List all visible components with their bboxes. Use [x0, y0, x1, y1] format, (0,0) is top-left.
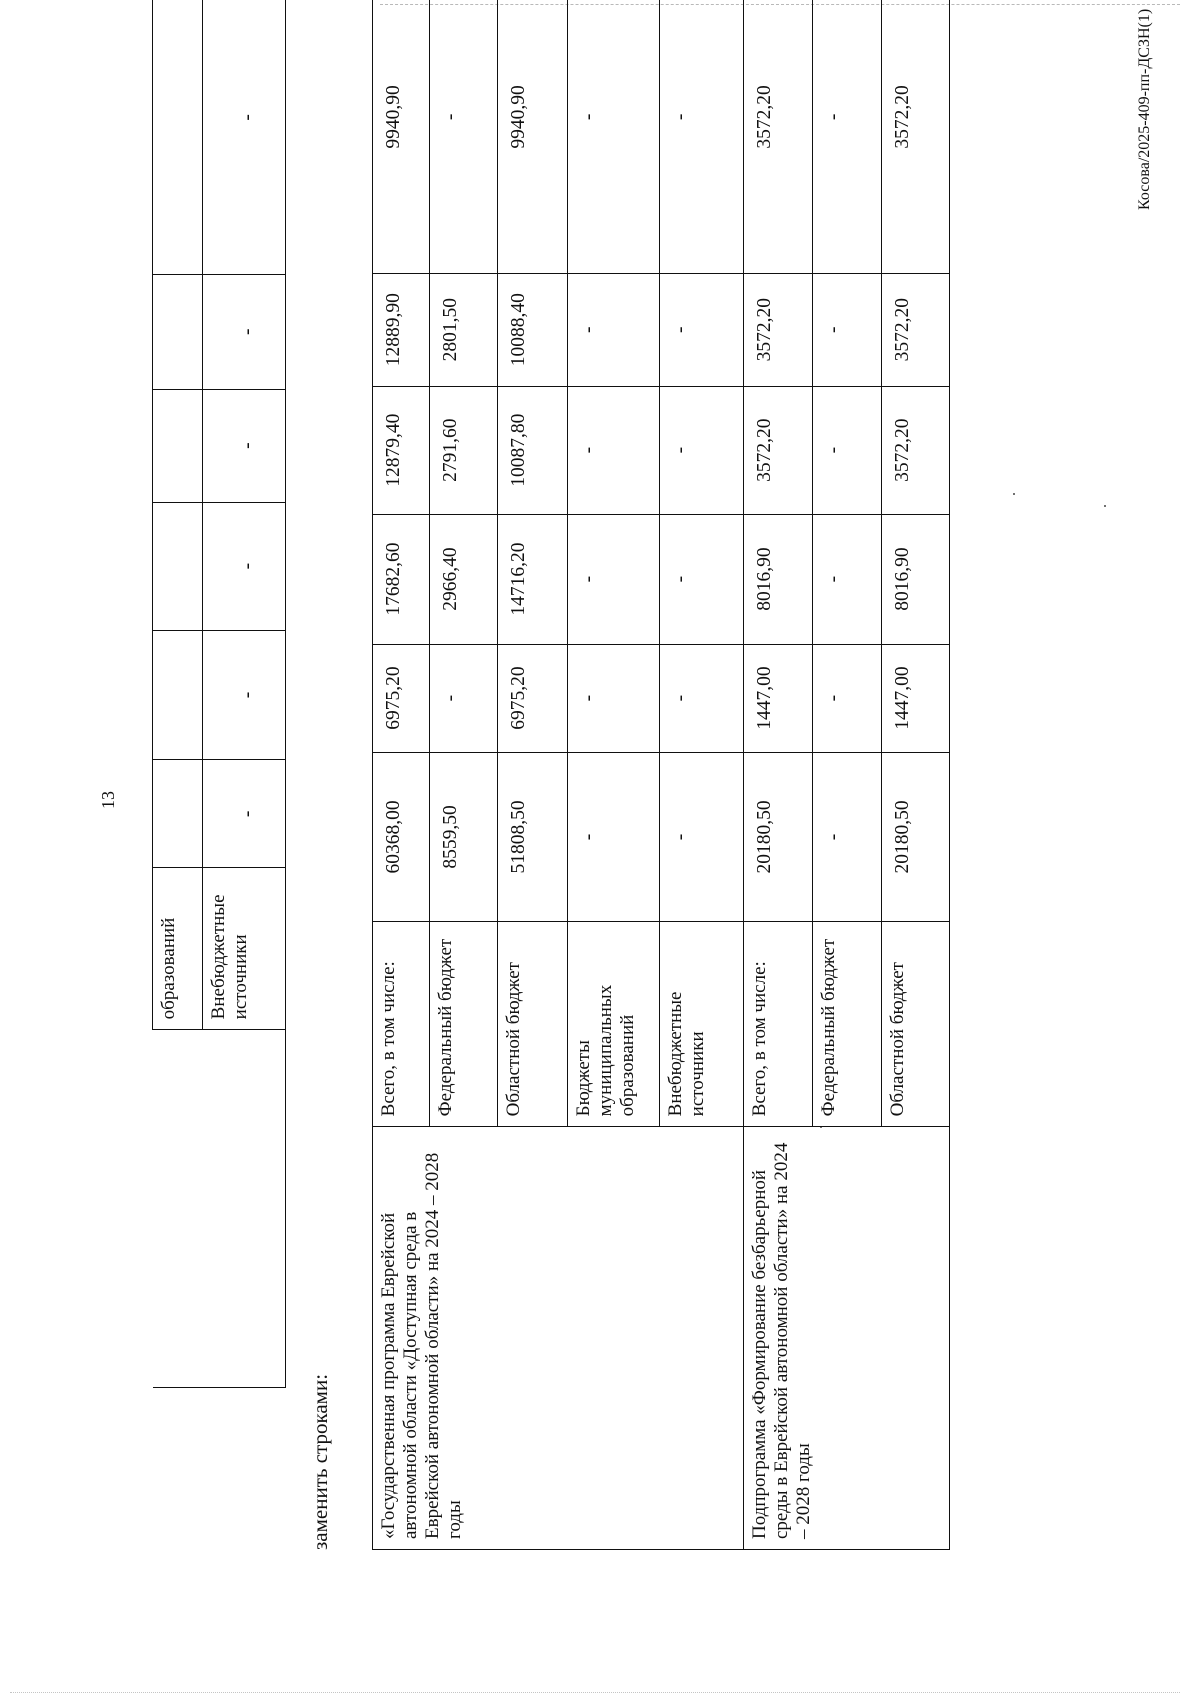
value-cell	[153, 0, 203, 274]
value-cell: 10088,40	[498, 273, 568, 386]
value-cell: 3572,20	[744, 386, 813, 514]
value-cell: -	[568, 752, 660, 922]
value-cell: -	[813, 386, 882, 514]
value-cell: -	[568, 514, 660, 644]
name-cell-empty	[153, 1030, 286, 1388]
value-cell: -	[203, 630, 286, 760]
value-cell: -	[660, 0, 744, 273]
table-row	[744, 0, 813, 1550]
source-cell: Бюджеты муниципальных образований	[568, 922, 660, 1127]
intro-text: заменить строками:	[308, 1373, 332, 1550]
value-cell: -	[430, 644, 498, 752]
value-cell: 3572,20	[882, 0, 950, 273]
document-code: Косова/2025-409-пп-ДСЗН(1)	[1136, 8, 1153, 210]
value-cell: 2966,40	[430, 514, 498, 644]
value-cell: -	[813, 273, 882, 386]
value-cell: 2791,60	[430, 386, 498, 514]
value-cell: 9940,90	[498, 0, 568, 273]
value-cell: 12879,40	[373, 386, 430, 514]
value-cell: -	[660, 273, 744, 386]
value-cell: 14716,20	[498, 514, 568, 644]
value-cell	[153, 760, 203, 868]
source-cell: Областной бюджет	[498, 922, 568, 1127]
value-cell: 51808,50	[498, 752, 568, 922]
value-cell: 8016,90	[744, 514, 813, 644]
table-row	[153, 0, 203, 1388]
value-cell: 60368,00	[373, 752, 430, 922]
page-number: 13	[98, 791, 118, 809]
value-cell: 3572,20	[882, 386, 950, 514]
program-name: «Государственная программа Еврейской автономной области «Доступная среда в Еврейской автономной области» на 2024 – 2028 годы	[373, 1127, 744, 1550]
value-cell: 20180,50	[744, 752, 813, 922]
source-cell: Внебюджетные источники	[203, 868, 286, 1030]
value-cell: 20180,50	[882, 752, 950, 922]
source-cell: Всего, в том числе:	[373, 922, 430, 1127]
source-cell: Всего, в том числе:	[744, 922, 813, 1127]
value-cell	[153, 630, 203, 760]
value-cell: -	[568, 273, 660, 386]
value-cell: 1447,00	[882, 644, 950, 752]
value-cell: -	[660, 644, 744, 752]
value-cell: -	[660, 752, 744, 922]
value-cell	[153, 274, 203, 389]
value-cell: 8559,50	[430, 752, 498, 922]
value-cell: -	[660, 514, 744, 644]
value-cell: -	[203, 274, 286, 389]
value-cell: -	[568, 386, 660, 514]
value-cell: -	[660, 386, 744, 514]
replacement-table	[372, 0, 950, 1550]
source-cell: Областной бюджет	[882, 922, 950, 1127]
value-cell: 1447,00	[744, 644, 813, 752]
value-cell: 3572,20	[882, 273, 950, 386]
value-cell: -	[203, 760, 286, 868]
continued-table	[152, 0, 286, 1388]
value-cell: -	[430, 0, 498, 273]
value-cell: 12889,90	[373, 273, 430, 386]
value-cell: 3572,20	[744, 0, 813, 273]
value-cell: 17682,60	[373, 514, 430, 644]
value-cell: -	[813, 514, 882, 644]
value-cell	[153, 389, 203, 502]
source-cell: образований	[153, 868, 203, 1030]
value-cell: 8016,90	[882, 514, 950, 644]
subprogram-name: Подпрограмма «Формирование безбарьерной среды в Еврейской автономной области» на 2024 – 2028 годы	[744, 1127, 950, 1550]
value-cell: 10087,80	[498, 386, 568, 514]
value-cell	[153, 502, 203, 630]
value-cell: 2801,50	[430, 273, 498, 386]
value-cell: -	[813, 644, 882, 752]
value-cell: -	[813, 752, 882, 922]
value-cell: 9940,90	[373, 0, 430, 273]
source-cell: Федеральный бюджет	[813, 922, 882, 1127]
value-cell: -	[203, 0, 286, 274]
value-cell: -	[568, 0, 660, 273]
table-row	[373, 0, 430, 1550]
source-cell: Внебюджетные источники	[660, 922, 744, 1127]
value-cell: -	[203, 389, 286, 502]
value-cell: -	[813, 0, 882, 273]
value-cell: -	[203, 502, 286, 630]
value-cell: 6975,20	[373, 644, 430, 752]
value-cell: 3572,20	[744, 273, 813, 386]
value-cell: -	[568, 644, 660, 752]
value-cell: 6975,20	[498, 644, 568, 752]
source-cell: Федеральный бюджет	[430, 922, 498, 1127]
